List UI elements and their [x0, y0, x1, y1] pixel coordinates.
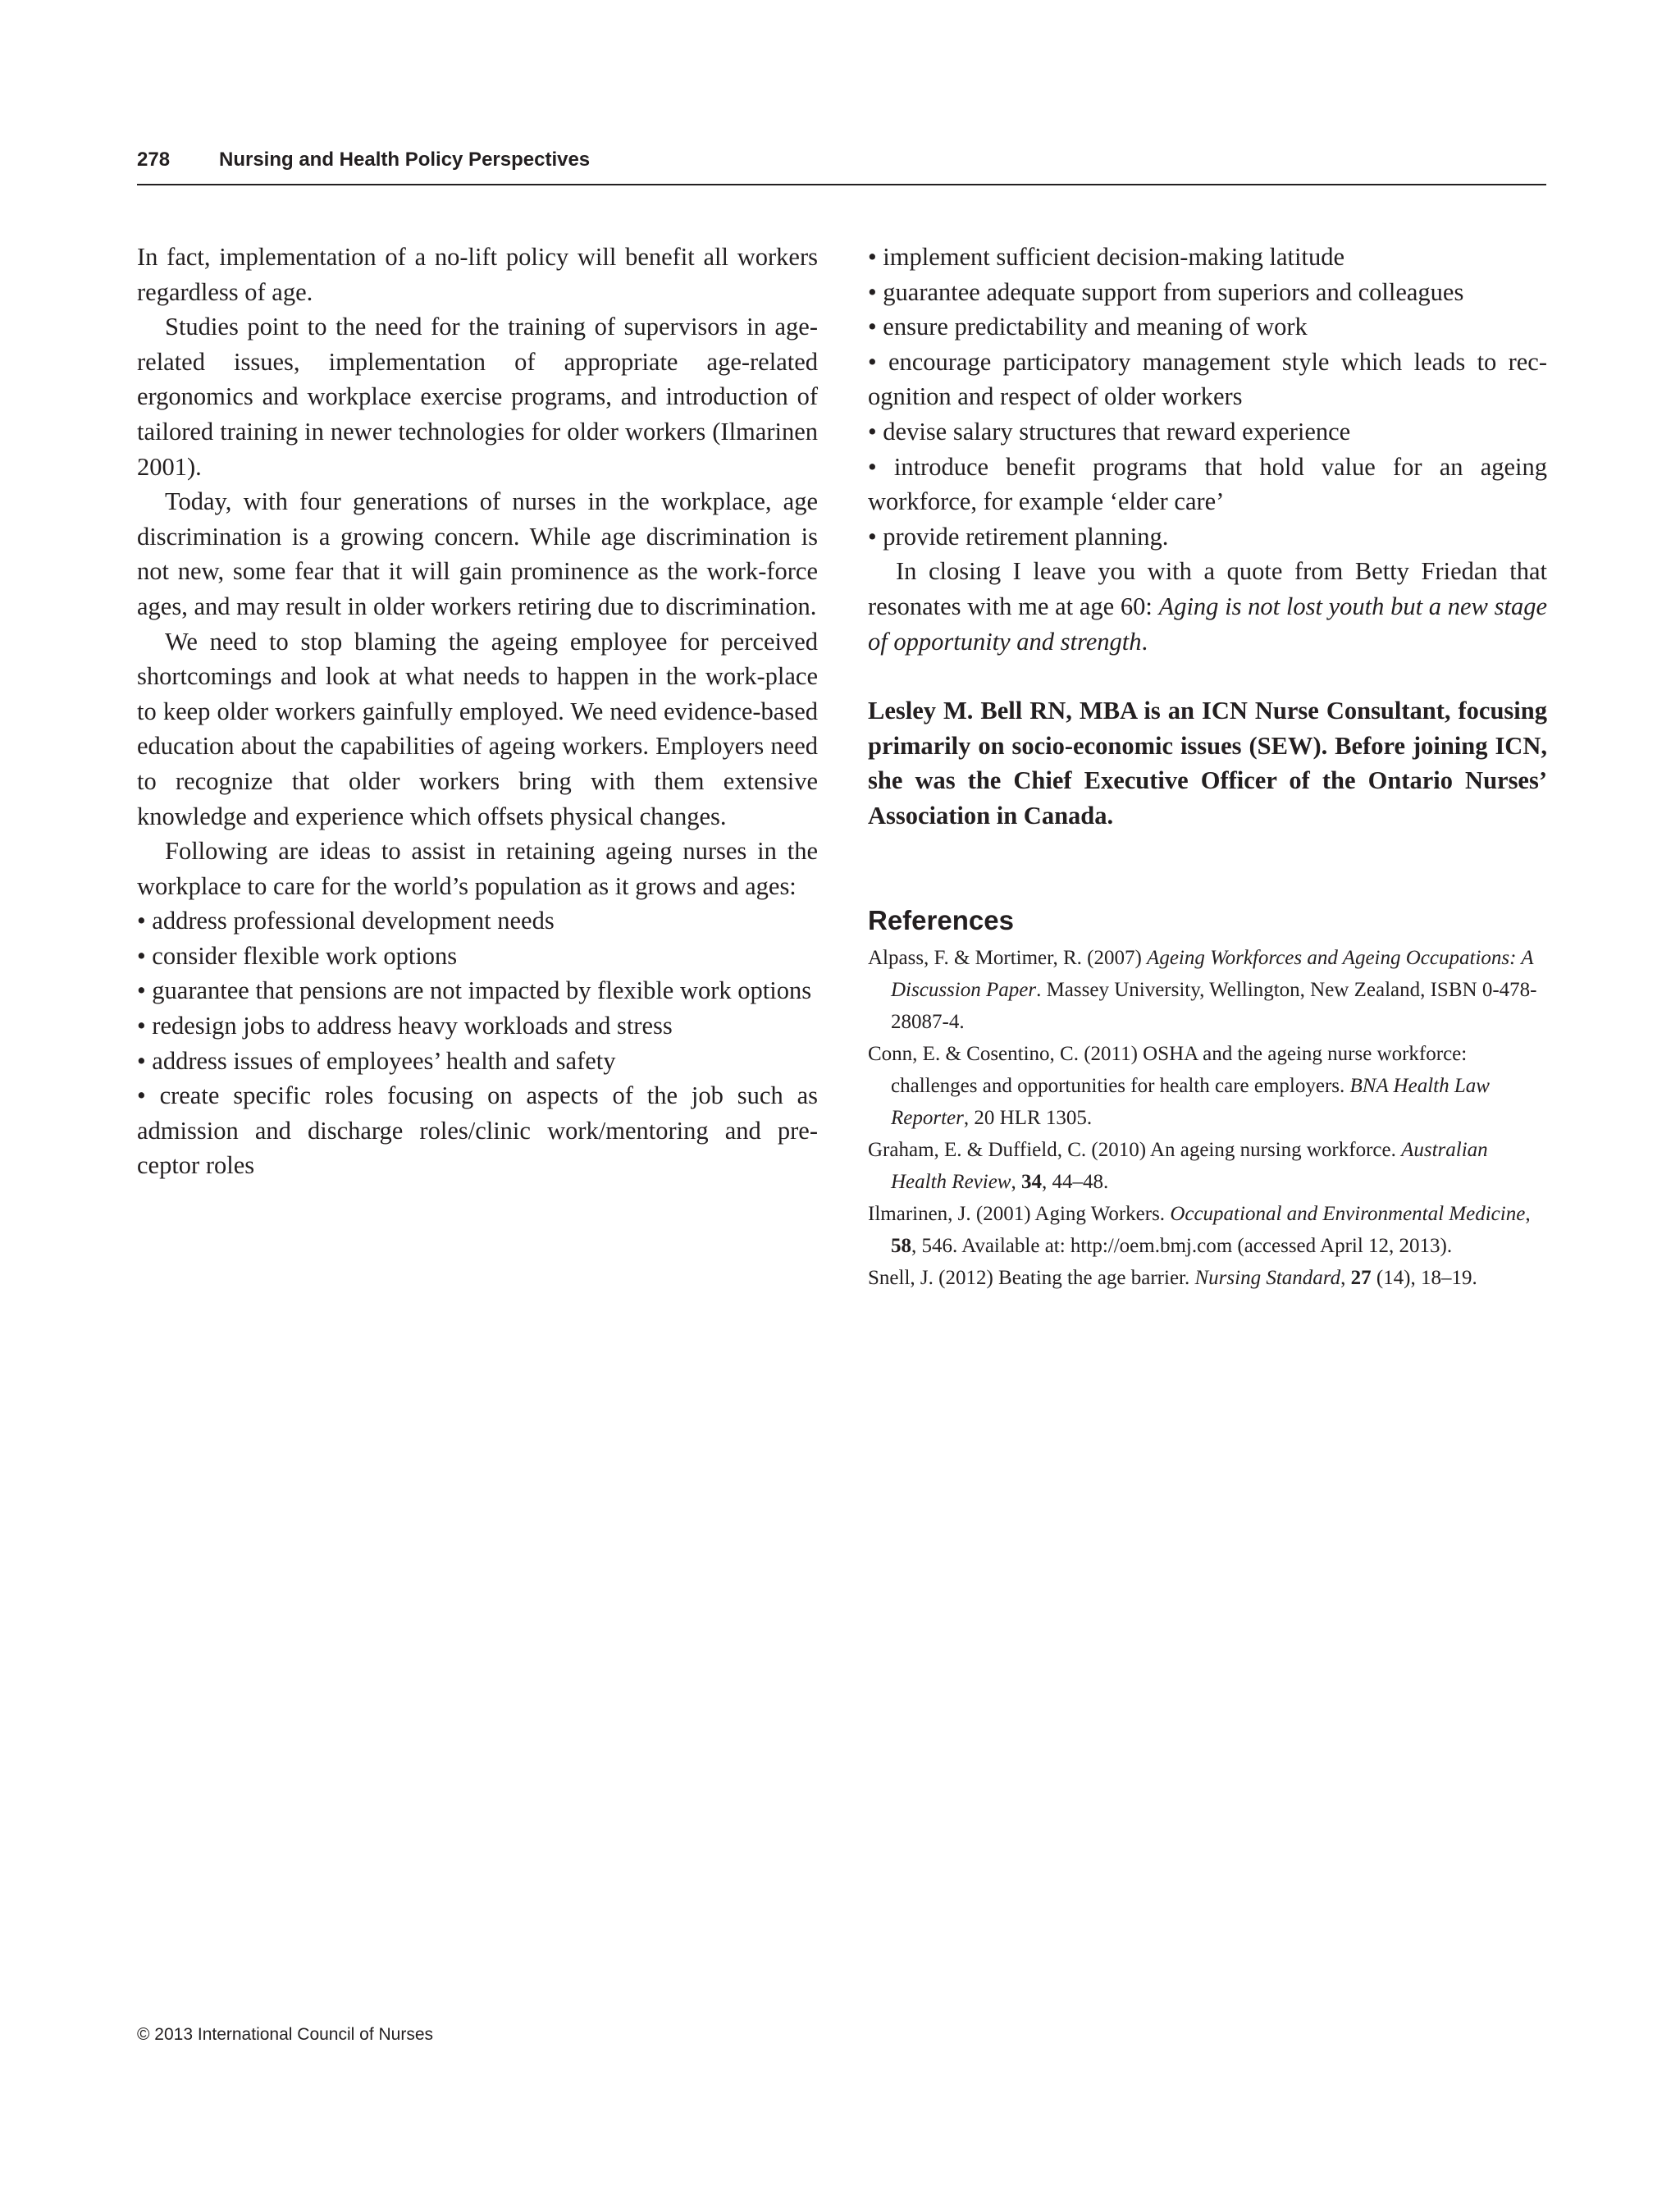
list-item: • implement sufficient decision-making latitude [868, 243, 1345, 271]
ref-journal: Nursing Standard [1194, 1266, 1341, 1289]
ref-authors: Conn, E. & Cosentino, C. (2011) OSHA and the ageing nurse workforce: challenges and opportunities for health care employers. [868, 1042, 1468, 1097]
list-item: • create specific roles focusing on aspects of the job such as admission and discharge roles/clinic work/mentoring and pre-ceptor roles [137, 1081, 818, 1180]
closing-end: . [1141, 627, 1148, 656]
ref-journal: Occupational and Environmental Medicine [1170, 1202, 1526, 1225]
list-item: • provide retirement planning. [868, 522, 1169, 551]
paragraph-blaming: We need to stop blaming the ageing employee for perceived shortcomings and look at what needs to happen in the work-place to keep older workers gainfully employed. We need evidence-based education about the capabilities of ageing workers. Employers need to recognize that older workers bring with them extensive knowledge and experience which offsets physical changes. [137, 627, 818, 830]
running-title: Nursing and Health Policy Perspectives [219, 149, 591, 171]
paragraph-no-lift: In fact, implementation of a no-lift policy will benefit all workers regardless of age. [137, 243, 818, 306]
list-item: • guarantee that pensions are not impacted by flexible work options [137, 976, 812, 1005]
list-item: • ensure predictability and meaning of work [868, 313, 1308, 341]
ref-sep: , [1340, 1266, 1351, 1289]
ref-journal: BNA Health Law Reporter [891, 1074, 1490, 1129]
reference-item [868, 942, 1547, 1038]
copyright-footer: © 2013 International Council of Nurses [137, 2025, 434, 2044]
paragraph-ideas-intro: Following are ideas to assist in retaining ageing nurses in the workplace to care for the world’s population as it grows and ages: [137, 837, 818, 900]
list-item: • address professional development needs [137, 907, 555, 935]
running-header [137, 146, 1546, 185]
ref-rest: , 44–48. [1041, 1170, 1109, 1193]
list-item: • redesign jobs to address heavy workloads and stress [137, 1012, 673, 1040]
reference-item [868, 1038, 1547, 1134]
ref-journal: Australian Health Review [891, 1138, 1488, 1193]
left-column [137, 240, 818, 1183]
list-item: • address issues of employees’ health and safety [137, 1046, 616, 1075]
ref-rest: . Massey University, Wellington, New Zealand, ISBN 0-478-28087-4. [891, 978, 1537, 1033]
ref-authors: Ilmarinen, J. (2001) Aging Workers. [868, 1202, 1171, 1225]
page-number: 278 [137, 149, 171, 171]
ref-volume: 34 [1020, 1170, 1042, 1193]
ref-sep: , [1011, 1170, 1021, 1193]
list-item: • devise salary structures that reward experience [868, 417, 1351, 446]
ref-sep: , [1525, 1202, 1531, 1225]
ref-volume: 27 [1350, 1266, 1372, 1289]
closing-quote: Aging is not lost youth but a new stage of opportunity and strength [868, 592, 1547, 656]
closing-paragraph [868, 554, 1547, 659]
list-item: • encourage participatory management style which leads to rec-ognition and respect of older workers [868, 347, 1547, 411]
ref-authors: Alpass, F. & Mortimer, R. (2007) [868, 946, 1148, 969]
ref-rest: (14), 18–19. [1371, 1266, 1477, 1289]
reference-item [868, 1134, 1547, 1198]
reference-item [868, 1198, 1547, 1262]
ref-authors: Snell, J. (2012) Beating the age barrier. [868, 1266, 1195, 1289]
author-bio: Lesley M. Bell RN, MBA is an ICN Nurse Consultant, focusing primarily on socio-economic issues (SEW). Before joining ICN, she was the Chief Executive Officer of the Ontario Nurses’ Association in Canada. [868, 697, 1547, 830]
list-item: • guarantee adequate support from superiors and colleagues [868, 277, 1464, 306]
ref-authors: Graham, E. & Duffield, C. (2010) An ageing nursing workforce. [868, 1138, 1402, 1161]
list-item: • consider flexible work options [137, 941, 458, 970]
ref-rest: , 20 HLR 1305. [963, 1106, 1093, 1129]
paragraph-discrimination: Today, with four generations of nurses in the workplace, age discrimination is a growing concern. While age discrimination is not new, some fear that it will gain prominence as the work-force ages, and may result in older workers retiring due to discrimination. [137, 487, 818, 620]
references-heading: References [868, 904, 1014, 935]
list-item: • introduce benefit programs that hold value for an ageing workforce, for example ‘elder care’ [868, 452, 1547, 516]
reference-item [868, 1262, 1547, 1294]
closing-text: In closing I leave you with a quote from Betty Friedan that resonates with me at age 60: [868, 557, 1547, 620]
ref-volume: 58 [891, 1234, 911, 1257]
paragraph-training: Studies point to the need for the training of supervisors in age-related issues, implementation of appropriate age-related ergonomics and workplace exercise programs, and introduction of tailored training in newer technologies for older workers (Ilmarinen 2001). [137, 313, 818, 481]
ref-rest: , 546. Available at: http://oem.bmj.com (accessed April 12, 2013). [911, 1234, 1453, 1257]
right-column [868, 240, 1547, 1294]
ref-title: Ageing Workforces and Ageing Occupations: A Discussion Paper [891, 946, 1534, 1001]
